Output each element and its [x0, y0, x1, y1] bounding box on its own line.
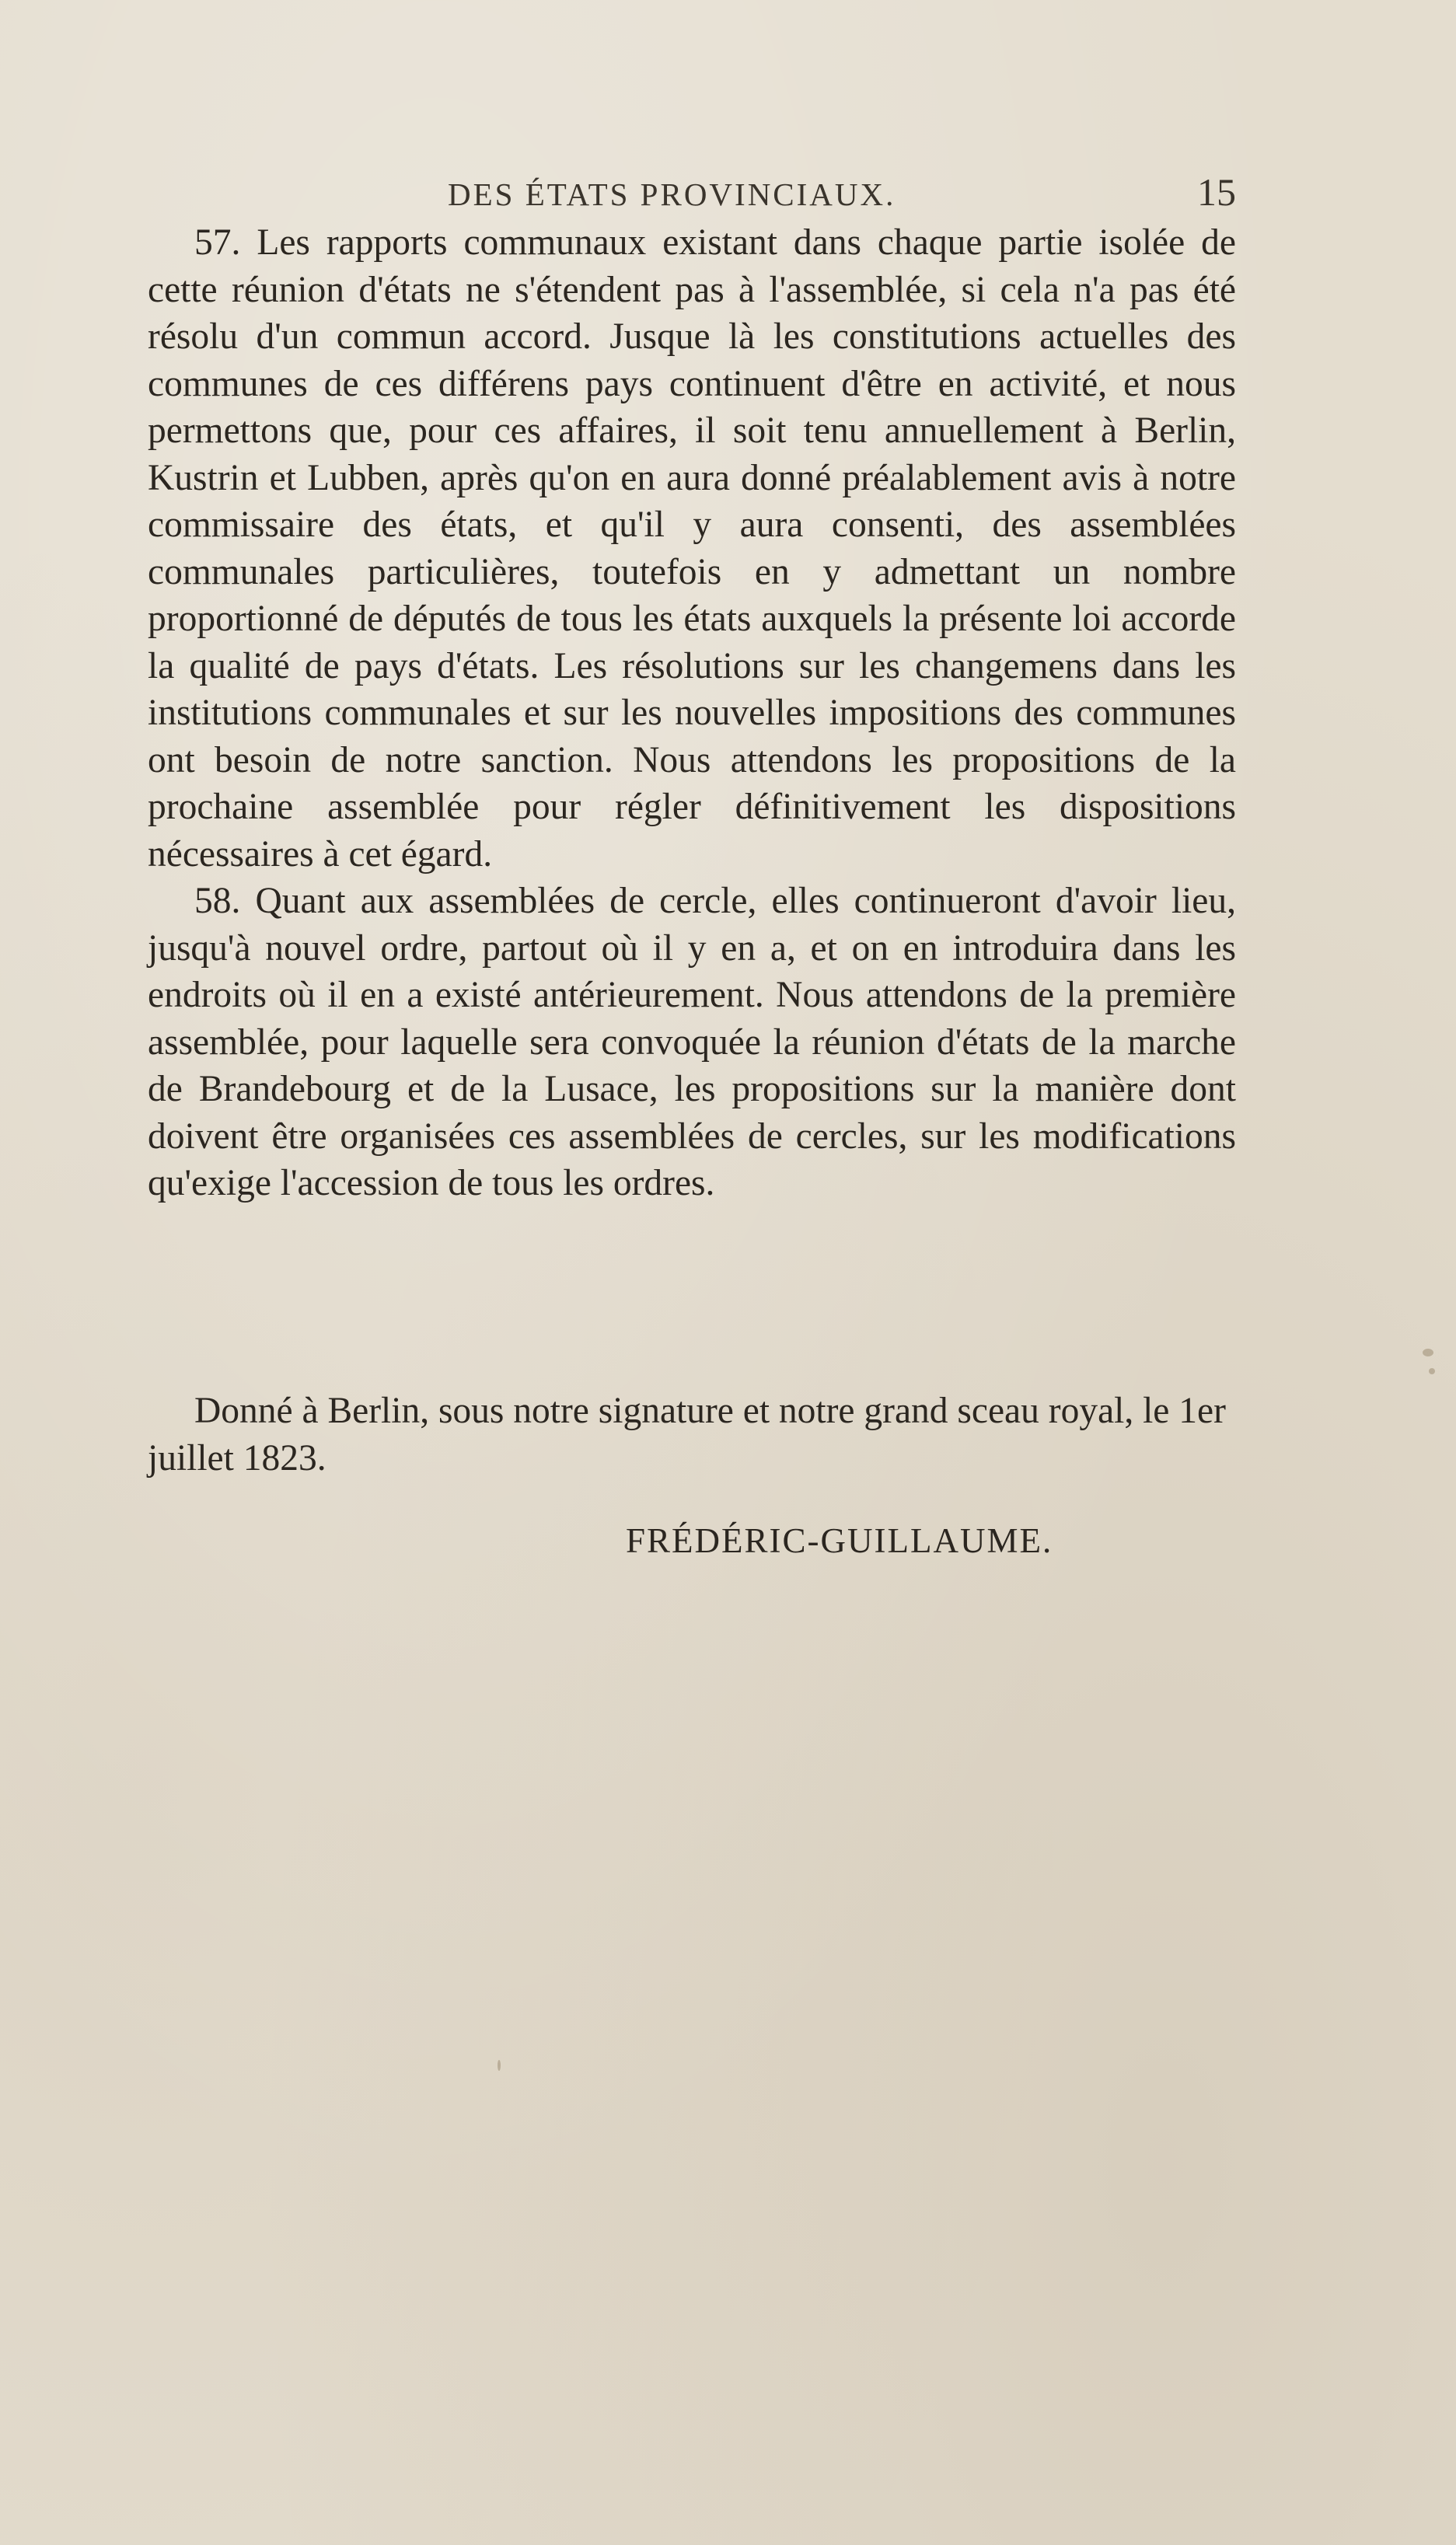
paragraph-article-57: 57. Les rapports communaux existant dans chaque partie isolée de cette réunion d'états ne s'étendent pas à l'assemblée, si cela n'a pas été résolu d'un commun accord. Jusque là les constitutions actuelles des communes de ces différens pays continuent d'être en activité, et nous permettons que, pour ces affaires, il soit tenu annuellement à Berlin, Kustrin et Lubben, après qu'on en aura donné préalablement avis à notre commissaire des états, et qu'il y aura consenti, des assemblées communales particulières, toutefois en y admettant un nombre proportionné de députés de tous les états auxquels la présente loi accorde la qualité de pays d'états. Les résolutions sur les changemens dans les institutions communales et sur les nouvelles impositions des communes ont besoin de notre sanction. Nous attendons les propositions de la prochaine assemblée pour régler définitivement les dispositions nécessaires à cet égard. [148, 222, 1236, 875]
running-head [148, 169, 1236, 216]
paper-foxing-spot [1423, 1349, 1433, 1356]
paper-foxing-spot [498, 2060, 501, 2071]
royal-signature: FRÉDÉRIC-GUILLAUME. [626, 1521, 1053, 1560]
running-title: DES ÉTATS PROVINCIAUX. [448, 176, 896, 212]
page-number: 15 [1197, 170, 1236, 214]
closing-formula [148, 1388, 1236, 1482]
paragraph-article-58: 58. Quant aux assemblées de cercle, elles continueront d'avoir lieu, jusqu'à nouvel ordre, partout où il y en a, et on en introduira dans les endroits où il en a existé antérieurement. Nous attendons de la première assemblée, pour laquelle sera convoquée la réunion d'états de la marche de Brandebourg et de la Lusace, les propositions sur la manière dont doivent être organisées ces assemblées de cercles, sur les modifications qu'exige l'accession de tous les ordres. [148, 881, 1236, 1203]
body-text [148, 219, 1236, 1207]
given-at-text: Donné à Berlin, sous notre signature et notre grand sceau royal, le 1er juillet 1823. [148, 1391, 1226, 1478]
paper-foxing-spot [1429, 1368, 1435, 1374]
